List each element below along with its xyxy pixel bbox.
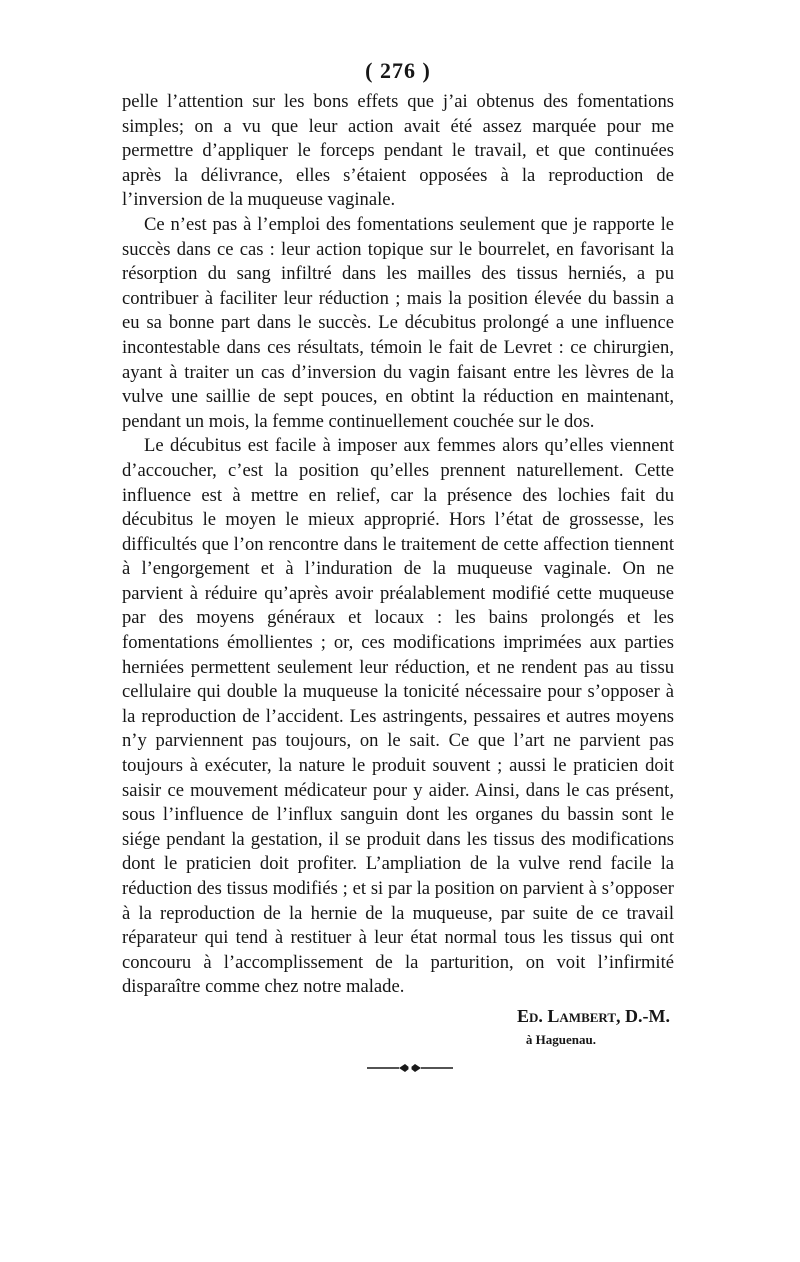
paragraph-1: pelle l’attention sur les bons effets que j’ai obtenus des fomentations simples; on a vu que leur action avait été assez marquée pour me permettre d’appliquer le forceps pendant le travail, et que continuées après la délivrance, elles s’étaient opposées à la reproduction de l’inversion de la muqueuse vaginale. xyxy=(122,91,674,211)
author-surname: Lambert xyxy=(547,1005,617,1026)
author-location: à Haguenau. xyxy=(525,1031,596,1047)
end-ornament xyxy=(365,1062,455,1074)
author-title: , D.-M. xyxy=(616,1005,670,1026)
document-page xyxy=(122,58,674,1074)
author-signature xyxy=(122,1004,674,1028)
page-number: ( 276 ) xyxy=(365,58,431,83)
paragraph-3: Le décubitus est facile à imposer aux femmes alors qu’elles viennent d’accoucher, c’est la position qu’elles prennent naturellement. Cette influence est à mettre en relief, car la présence des lochies fait du décubitus le moyen le mieux approprié. Hors l’état de grossesse, les difficultés que l’on rencontre dans le traitement de cette affection tiennent à l’engorgement et à l’induration de la muqueuse vaginale. On ne parvient à réduire qu’après avoir préalablement modifié cette muqueuse par des moyens généraux et locaux : les bains prolongés et les fomentations émollientes ; or, ces modifications imprimées aux parties herniées permettent seulement leur réduction, et ne rendent pas au tissu cellulaire qui double la muqueuse la tonicité nécessaire pour s’opposer à la reproduction de l’accident. Les astringents, pessaires et autres moyens n’y parviennent pas toujours, on le sait. Ce que l’art ne parvient pas toujours à exécuter, la nature le produit souvent ; aussi le praticien doit saisir ce mouvement médicateur pour y aider. Ainsi, dans le cas présent, sous l’influence de l’influx sanguin dont les organes du bassin sont le siége pendant la gestation, il se produit dans les tissus des modifications dont le praticien doit profiter. L’ampliation de la vulve rend facile la réduction des tissus modifiés ; et si par la position on parvient à s’opposer à la reproduction de la hernie de la muqueuse, par suite de ce travail réparateur qui tend à restituer à leur état normal tous les tissus qui ont concouru à l’accomplissement de la parturition, on voit l’infirmité disparaître comme chez notre malade. xyxy=(122,435,674,998)
author-initial: Ed. xyxy=(517,1005,543,1026)
paragraph-2: Ce n’est pas à l’emploi des fomentations seulement que je rapporte le succès dans ce cas : leur action topique sur le bourrelet, en favorisant la résorption du sang infiltré dans les mailles des tissus herniés, a pu contribuer à faciliter leur réduction ; mais la position élevée du bassin a eu sa bonne part dans le succès. Le décubitus prolongé a une influence incontestable dans ces résultats, témoin le fait de Levret : ce chirurgien, ayant à traiter un cas d’inversion du vagin faisant entre les lèvres de la vulve une saillie de sept pouces, en obtint la réduction en maintenant, pendant un mois, la femme continuellement couchée sur le dos. xyxy=(122,213,674,432)
